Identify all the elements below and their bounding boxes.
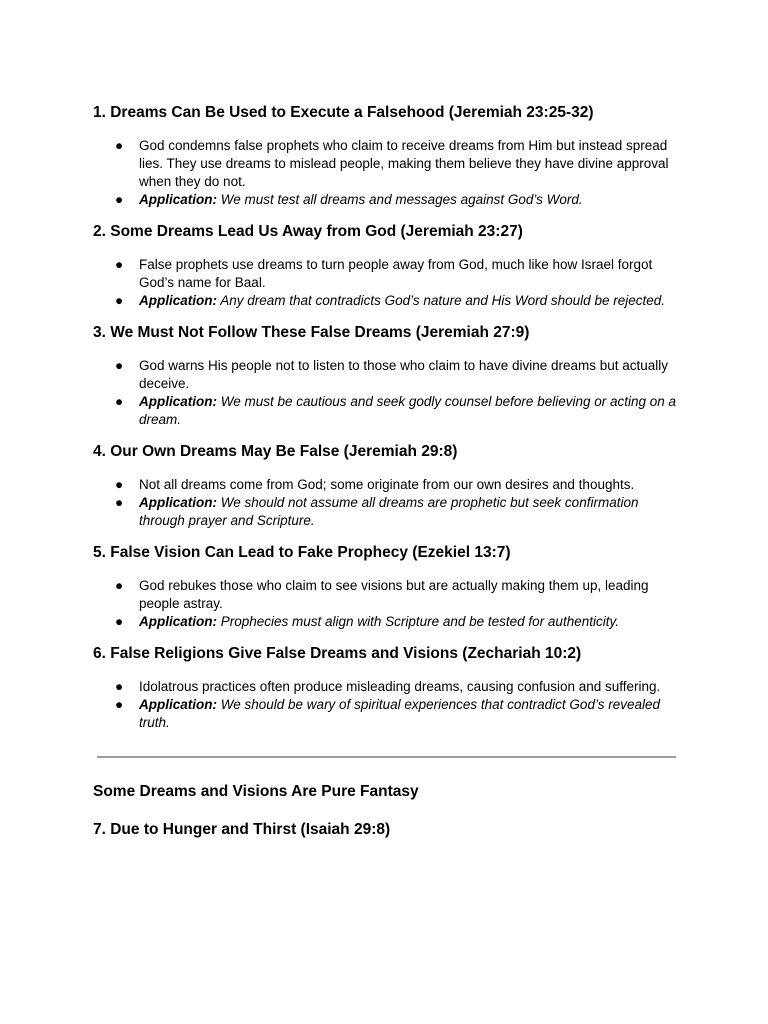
section-heading: 4. Our Own Dreams May Be False (Jeremiah 29:8): [93, 443, 458, 460]
application-label: Application:: [139, 697, 217, 712]
bullet-icon: ●: [115, 293, 124, 308]
list-item: [115, 191, 680, 209]
subsection-title: Some Dreams and Visions Are Pure Fantasy: [93, 783, 419, 800]
bullet-list: [93, 357, 680, 429]
bullet-list: [93, 476, 680, 530]
list-item: [115, 476, 680, 494]
list-item: [115, 678, 680, 696]
application-text: We must be cautious and seek godly counsel before believing or acting on a dream.: [139, 394, 677, 427]
point-text: God condemns false prophets who claim to receive dreams from Him but instead spread lies. They use dreams to mislead people, making them believe they have divine approval when they do not.: [139, 138, 669, 189]
bullet-icon: ●: [115, 192, 124, 207]
list-item: [115, 256, 680, 292]
point-text: Idolatrous practices often produce misleading dreams, causing confusion and suffering.: [139, 679, 661, 694]
point-text: False prophets use dreams to turn people away from God, much like how Israel forgot God’s name for Baal.: [139, 257, 653, 290]
bullet-icon: ●: [115, 257, 124, 272]
section-heading: 6. False Religions Give False Dreams and Visions (Zechariah 10:2): [93, 645, 582, 662]
bullet-icon: ●: [115, 697, 124, 712]
section-heading: 3. We Must Not Follow These False Dreams (Jeremiah 27:9): [93, 324, 530, 341]
bullet-icon: ●: [115, 495, 124, 510]
point-text: Not all dreams come from God; some originate from our own desires and thoughts.: [139, 477, 635, 492]
application-label: Application:: [139, 495, 217, 510]
point-text: God rebukes those who claim to see visions but are actually making them up, leading people astray.: [139, 578, 649, 611]
list-item: [115, 292, 680, 310]
bullet-list: [93, 137, 680, 209]
application-label: Application:: [139, 192, 217, 207]
bullet-icon: ●: [115, 394, 124, 409]
bullet-list: [93, 577, 680, 631]
list-item: [115, 393, 680, 429]
bullet-list: [93, 256, 680, 310]
list-item: [115, 577, 680, 613]
point-text: God warns His people not to listen to those who claim to have divine dreams but actually deceive.: [139, 358, 669, 391]
list-item: [115, 613, 680, 631]
application-text: Any dream that contradicts God’s nature and His Word should be rejected.: [217, 293, 665, 308]
list-item: [115, 137, 680, 191]
bullet-icon: ●: [115, 358, 124, 373]
bullet-icon: ●: [115, 679, 124, 694]
application-text: We should not assume all dreams are prophetic but seek confirmation through prayer and Scripture.: [139, 495, 639, 528]
list-item: [115, 494, 680, 530]
section-heading: 7. Due to Hunger and Thirst (Isaiah 29:8): [93, 821, 391, 838]
bullet-icon: ●: [115, 614, 124, 629]
bullet-icon: ●: [115, 578, 124, 593]
bullet-icon: ●: [115, 477, 124, 492]
application-label: Application:: [139, 614, 217, 629]
section-heading: 5. False Vision Can Lead to Fake Prophecy (Ezekiel 13:7): [93, 544, 511, 561]
application-text: We should be wary of spiritual experiences that contradict God’s revealed truth.: [139, 697, 660, 730]
application-label: Application:: [139, 394, 217, 409]
list-item: [115, 357, 680, 393]
application-label: Application:: [139, 293, 217, 308]
bullet-icon: ●: [115, 138, 124, 153]
horizontal-divider: [97, 756, 676, 758]
application-text: Prophecies must align with Scripture and be tested for authenticity.: [217, 614, 619, 629]
list-item: [115, 696, 680, 732]
application-text: We must test all dreams and messages against God’s Word.: [217, 192, 583, 207]
bullet-list: [93, 678, 680, 732]
section-heading: 2. Some Dreams Lead Us Away from God (Jeremiah 23:27): [93, 223, 523, 240]
section-heading: 1. Dreams Can Be Used to Execute a Falsehood (Jeremiah 23:25-32): [93, 104, 594, 121]
